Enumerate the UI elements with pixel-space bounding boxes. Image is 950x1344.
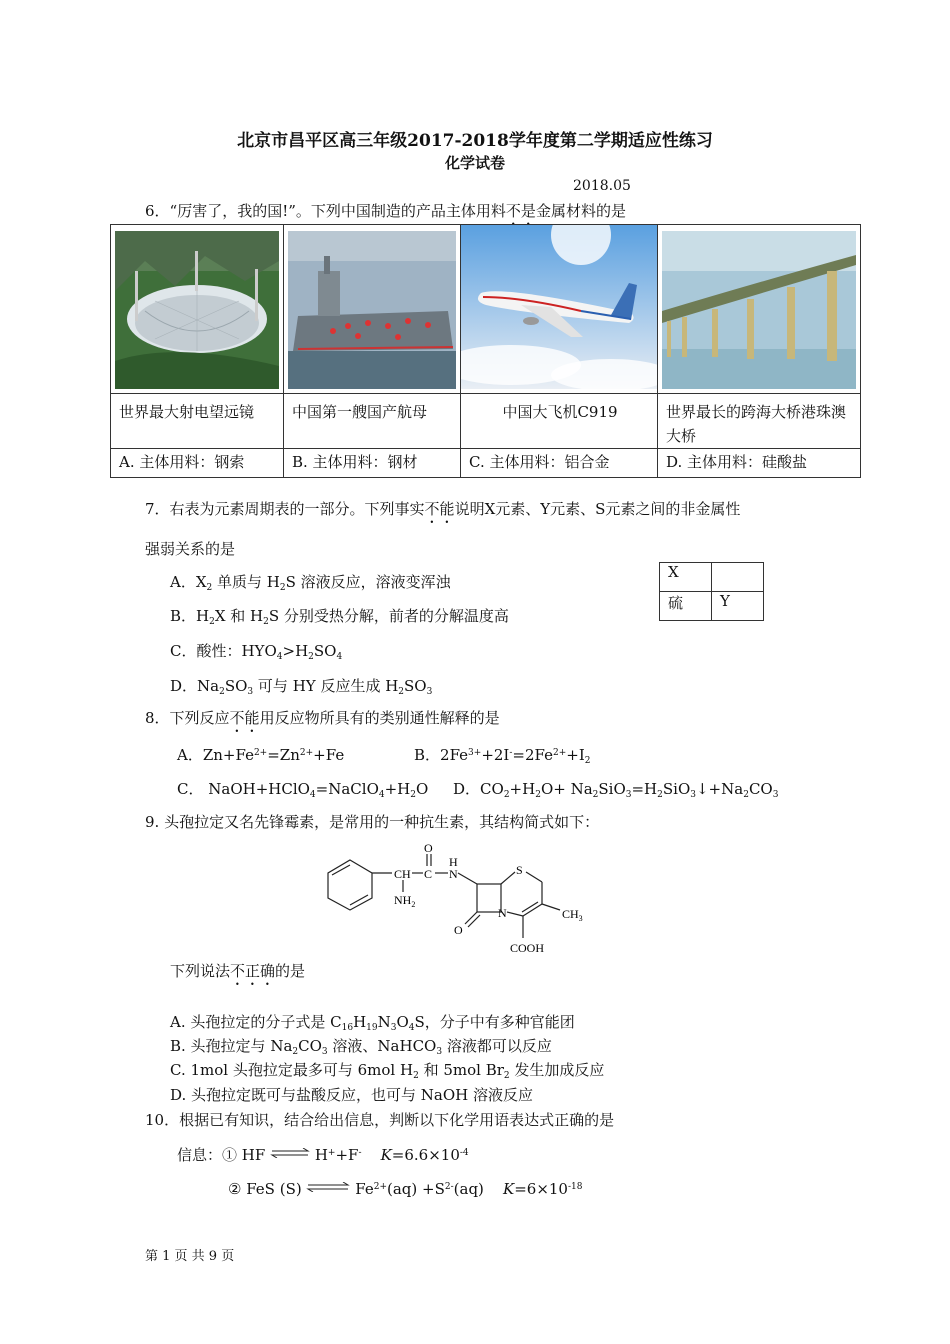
h-label: H xyxy=(449,855,458,869)
q8-option-b: B．$2Fe^{3+}+2I^-=2Fe^{2+}+I_2$ xyxy=(414,746,591,766)
q8-option-d: D．$CO_2+H_2O+$ $Na_2SiO_3=H_2SiO_3↓+Na_2CO_3$ xyxy=(453,780,779,800)
option-b: B. 主体用料：钢材 xyxy=(284,449,461,478)
c-label: C xyxy=(424,867,433,881)
ring-n-label: N xyxy=(498,906,507,920)
q8-option-c: C． $NaOH+HClO_4=NaClO_4+H_2O$ xyxy=(177,780,429,800)
question-7-stem-line2: 强弱关系的是 xyxy=(145,540,236,558)
caption-carrier: 中国第一艘国产航母 xyxy=(284,394,461,449)
page-subtitle: 化学试卷 xyxy=(444,154,505,172)
cell-y: Y xyxy=(712,592,764,621)
cooh-label: COOH xyxy=(510,941,545,955)
cell-x: X xyxy=(660,563,712,592)
equilibrium-arrow-icon xyxy=(306,1182,350,1192)
question-10-stem: 10．根据已有知识，结合给出信息，判断以下化学用语表达式正确的是 xyxy=(145,1111,615,1129)
caption-bridge: 世界最长的跨海大桥港珠澳大桥 xyxy=(658,394,861,449)
cell-sulfur: 硫 xyxy=(660,592,712,621)
question-6-stem: 6．“厉害了，我的国!”。下列中国制造的产品主体用料不是金属材料的是 xyxy=(145,202,626,220)
q9-option-b: B. 头孢拉定与 $Na_2CO_3$ 溶液、NaHCO$_3$ 溶液都可以反应 xyxy=(170,1037,552,1057)
c919-image xyxy=(461,225,657,389)
q8-option-a: A．$Zn+Fe^{2+}=Zn^{2+}+Fe$ xyxy=(177,746,345,764)
option-d: D. 主体用料：硅酸盐 xyxy=(658,449,861,478)
cefradine-structure xyxy=(320,838,600,960)
cell-empty xyxy=(712,563,764,592)
q9-option-c: C. 1mol 头孢拉定最多可与 6mol $H_2$ 和 5mol $Br_2$ 发生加成反应 xyxy=(170,1061,605,1081)
product-table xyxy=(110,224,861,478)
s-label: S xyxy=(516,863,523,877)
question-9-substem: 下列说法不正确的是 xyxy=(170,962,306,980)
caption-telescope: 世界最大射电望远镜 xyxy=(111,394,284,449)
caption-c919: 中国大飞机C919 xyxy=(461,394,658,449)
option-a: A. 主体用料：钢索 xyxy=(111,449,284,478)
periodic-table-fragment xyxy=(659,562,764,621)
q9-option-d: D. 头孢拉定既可与盐酸反应，也可与 NaOH 溶液反应 xyxy=(170,1086,534,1104)
page-footer: 第 1 页 共 9 页 xyxy=(145,1249,235,1264)
option-c: C. 主体用料：铝合金 xyxy=(461,449,658,478)
q7-option-a: A．$X_2$ 单质与 $H_2S$ 溶液反应，溶液变浑浊 xyxy=(170,573,451,593)
equilibrium-arrow-icon xyxy=(270,1148,310,1158)
question-9-stem: 9. 头孢拉定又名先锋霉素，是常用的一种抗生素，其结构简式如下： xyxy=(145,813,600,831)
ch3-label: $CH_3$ xyxy=(562,907,583,923)
exam-date: 2018.05 xyxy=(573,178,631,194)
lactam-o-label: O xyxy=(454,923,463,937)
carbonyl-o-label: O xyxy=(424,841,433,855)
question-8-stem: 8．下列反应不能用反应物所具有的类别通性解释的是 xyxy=(145,709,500,727)
question-7-stem: 7．右表为元素周期表的一部分。下列事实不能说明X元素、Y元素、S元素之间的非金属性 xyxy=(145,500,741,518)
q7-option-b: B．$H_2X$ 和 $H_2S$ 分别受热分解，前者的分解温度高 xyxy=(170,607,509,627)
q9-option-a: A. 头孢拉定的分子式是 $C_{16}H_{19}N_3O_4S$，分子中有多种官能团 xyxy=(170,1013,575,1033)
bridge-image xyxy=(662,231,856,389)
q7-option-c: C．酸性：$HYO_4>H_2SO_4$ xyxy=(170,642,343,662)
nh2-label: $NH_2$ xyxy=(394,893,416,909)
telescope-image xyxy=(115,231,279,389)
q10-info-1: 信息：① HF H++F- $K=6.6\times 10^{-4}$ xyxy=(177,1146,469,1164)
aircraft-carrier-image xyxy=(288,231,456,389)
q10-info-2: ② FeS (S) $Fe^{2+}(aq) +S^{2-}(aq)$ $K=6\times 10^{-18}$ xyxy=(228,1180,583,1198)
page-title: 北京市昌平区高三年级2017-2018学年度第二学期适应性练习 xyxy=(237,131,713,151)
ch-label: CH xyxy=(394,867,411,881)
q7-option-d: D．$Na_2SO_3$ 可与 HY 反应生成 $H_2SO_3$ xyxy=(170,677,433,697)
n-label: N xyxy=(449,867,458,881)
